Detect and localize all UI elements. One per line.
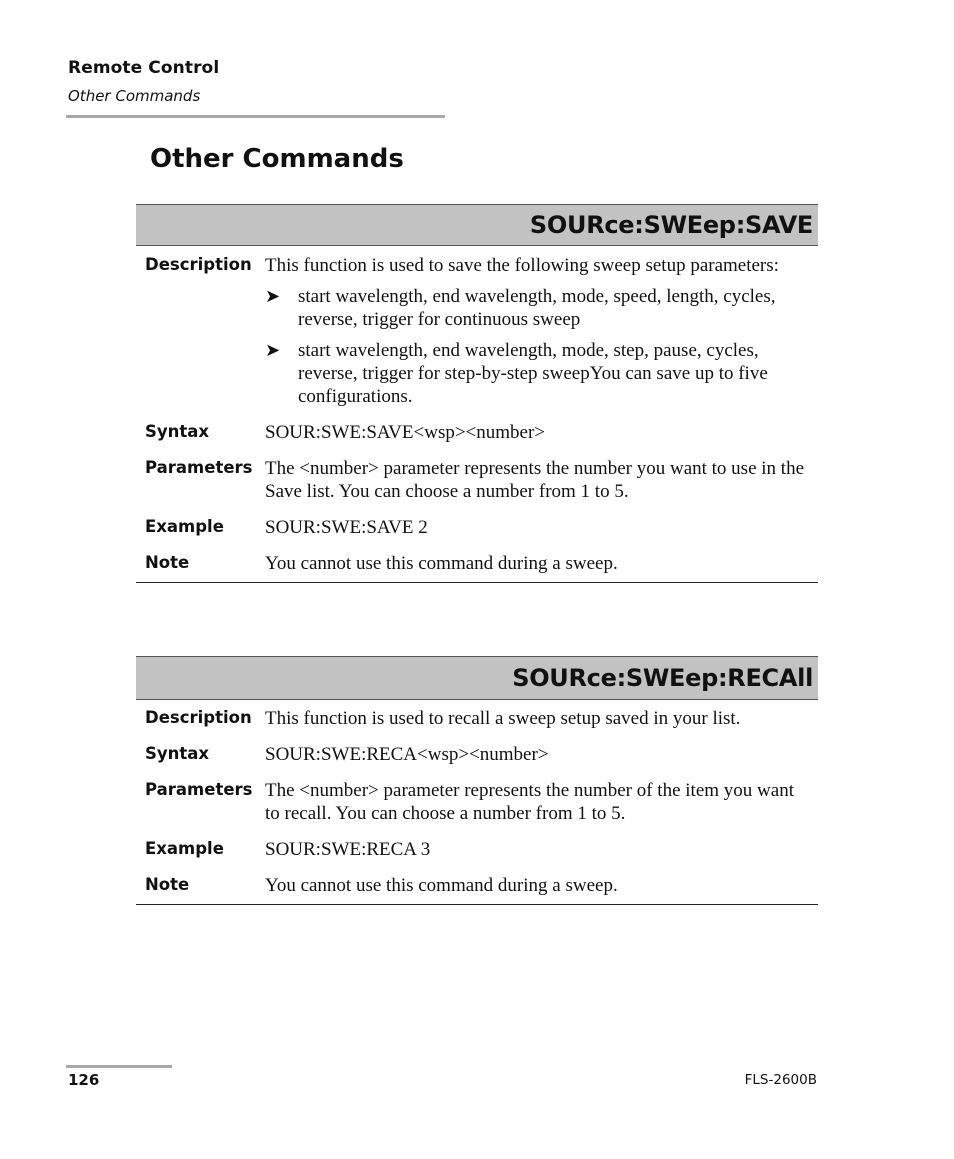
note-label: Note	[145, 875, 190, 894]
running-header-section: Other Commands	[68, 87, 201, 105]
bullet-text: start wavelength, end wavelength, mode, step, pause, cycles, reverse, trigger for step-by-step sweepYou can save up to five configurations.	[298, 340, 768, 407]
example-label: Example	[145, 839, 224, 858]
parameters-label: Parameters	[145, 458, 253, 477]
product-name: FLS-2600B	[744, 1072, 817, 1088]
parameters-value: The <number> parameter represents the number of the item you want to recall. You can choose a number from 1 to 5.	[265, 780, 794, 824]
parameters-row	[136, 457, 818, 503]
description-row	[136, 707, 818, 730]
parameters-row	[136, 779, 818, 825]
note-row	[136, 874, 818, 897]
description-label: Description	[145, 708, 252, 727]
description-value: This function is used to recall a sweep setup saved in your list.	[265, 708, 741, 729]
footer-divider	[66, 1065, 172, 1068]
syntax-value: SOUR:SWE:RECA<wsp><number>	[265, 744, 549, 765]
command-header	[136, 656, 818, 700]
description-label: Description	[145, 255, 252, 274]
syntax-label: Syntax	[145, 744, 210, 763]
note-value: You cannot use this command during a sweep.	[265, 553, 618, 574]
syntax-label: Syntax	[145, 422, 210, 441]
note-label: Note	[145, 553, 190, 572]
bullet-item	[265, 339, 812, 408]
bullet-text: start wavelength, end wavelength, mode, speed, length, cycles, reverse, trigger for continuous sweep	[298, 286, 776, 330]
syntax-row	[136, 421, 818, 444]
bullet-item	[265, 285, 812, 331]
command-name: SOURce:SWEep:SAVE	[529, 211, 813, 239]
example-label: Example	[145, 517, 224, 536]
description-cell	[265, 254, 818, 408]
parameters-label: Parameters	[145, 780, 253, 799]
example-value: SOUR:SWE:RECA 3	[265, 839, 431, 860]
page-number: 126	[68, 1071, 100, 1089]
description-row	[136, 254, 818, 408]
example-row	[136, 838, 818, 861]
command-name: SOURce:SWEep:RECAll	[512, 664, 813, 692]
example-row	[136, 516, 818, 539]
syntax-row	[136, 743, 818, 766]
description-text: This function is used to save the following sweep setup parameters:	[265, 255, 779, 276]
note-row	[136, 552, 818, 575]
command-header	[136, 204, 818, 246]
arrow-bullet-icon: ➤	[265, 340, 281, 360]
note-value: You cannot use this command during a sweep.	[265, 875, 618, 896]
parameters-value: The <number> parameter represents the number you want to use in the Save list. You can choose a number from 1 to 5.	[265, 458, 805, 502]
arrow-bullet-icon: ➤	[265, 286, 281, 306]
syntax-value: SOUR:SWE:SAVE<wsp><number>	[265, 422, 546, 443]
running-header-chapter: Remote Control	[68, 58, 220, 78]
command-table-recall	[136, 656, 818, 905]
header-divider	[66, 115, 445, 118]
example-value: SOUR:SWE:SAVE 2	[265, 517, 428, 538]
command-table-save	[136, 204, 818, 583]
page-title: Other Commands	[150, 144, 404, 174]
